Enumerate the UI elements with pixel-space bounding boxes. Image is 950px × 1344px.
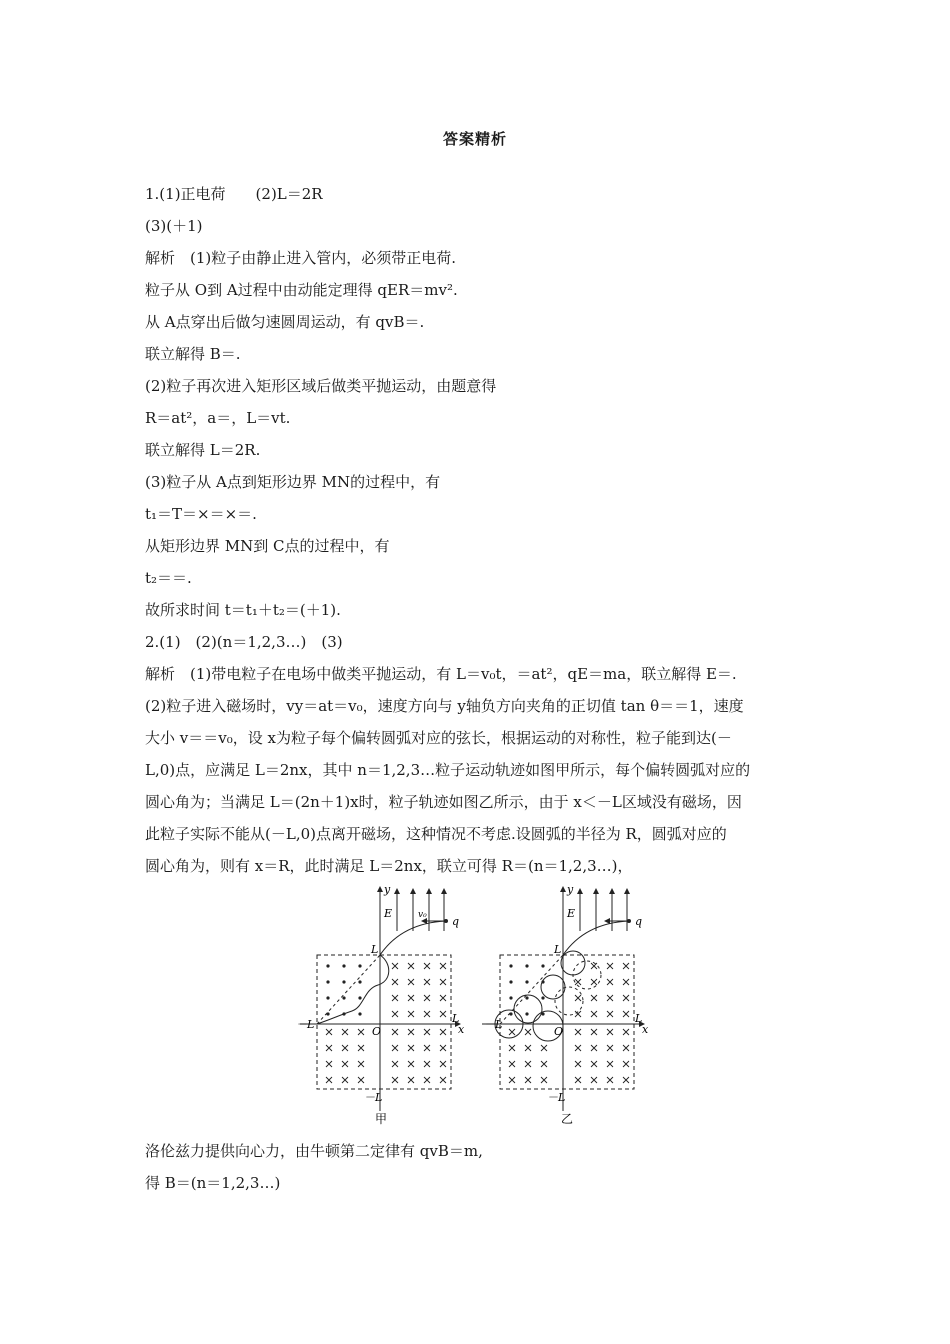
page-title: 答案精析 <box>442 130 507 148</box>
text-line: (3)粒子从 A点到矩形边界 MN的过程中，有 <box>145 473 441 491</box>
text-line: 1.(1)正电荷 (2)L＝2R <box>145 185 323 203</box>
text-line: 圆心角为，则有 x＝R，此时满足 L＝2nx，联立可得 R＝(n＝1,2,3…)， <box>145 857 633 875</box>
diagram-left <box>296 883 465 1126</box>
y-axis-label: y <box>567 883 574 896</box>
charge-q-label: q <box>452 915 460 928</box>
text-line: 联立解得 B＝. <box>145 345 241 363</box>
origin-O-label: O <box>372 1025 382 1038</box>
text-line: 从 A点穿出后做匀速圆周运动，有 qvB＝. <box>145 313 425 331</box>
field-E-label: E <box>567 907 576 920</box>
text-line: t₁＝T＝×＝×＝. <box>145 505 257 523</box>
x-axis-label: x <box>458 1023 465 1036</box>
text-line: 洛伦兹力提供向心力，由牛顿第二定律有 qvB＝m, <box>145 1142 483 1160</box>
x-axis-label: x <box>642 1023 649 1036</box>
field-E-label: E <box>384 907 393 920</box>
text-line: 解析 (1)粒子由静止进入管内，必须带正电荷. <box>145 249 457 267</box>
text-line: 此粒子实际不能从(－L,0)点离开磁场，这种情况不考虑.设圆弧的半径为 R，圆弧对应的 <box>145 825 727 843</box>
text-line: (2)粒子再次进入矩形区域后做类平抛运动，由题意得 <box>145 377 497 395</box>
text-line: (2)粒子进入磁场时，vy＝at＝v₀，速度方向与 y轴负方向夹角的正切值 tan θ＝＝1，速度 <box>145 697 744 715</box>
L-right-label: L <box>635 1012 643 1025</box>
text-line: 故所求时间 t＝t₁＋t₂＝(＋1). <box>145 601 341 619</box>
text-line: R＝at²，a＝，L＝vt. <box>145 409 291 427</box>
text-line: L,0)点，应满足 L＝2nx，其中 n＝1,2,3…粒子运动轨迹如图甲所示，每个偏转圆弧对应的 <box>145 761 751 779</box>
text-line: 联立解得 L＝2R. <box>145 441 261 459</box>
L-right-label: L <box>452 1012 460 1025</box>
text-line: 粒子从 O到 A过程中由动能定理得 qER＝mv². <box>145 281 458 299</box>
text-line: 得 B＝(n＝1,2,3…) <box>145 1174 281 1192</box>
text-line: 2.(1) (2)(n＝1,2,3…) (3) <box>145 633 343 651</box>
right-caption: 乙 <box>561 1112 574 1126</box>
neg-L-bottom-label: －L <box>364 1091 383 1104</box>
text-line: 解析 (1)带电粒子在电场中做类平抛运动，有 L＝v₀t，＝at²，qE＝ma，联立解得 E＝. <box>145 665 737 683</box>
text-line: 圆心角为；当满足 L＝(2n＋1)x时，粒子轨迹如图乙所示，由于 x＜－L区域没有磁场，因 <box>145 793 742 811</box>
origin-O-label: O <box>554 1025 564 1038</box>
neg-L-bottom-label: －L <box>547 1091 566 1104</box>
charge-q-label: q <box>635 915 643 928</box>
y-axis-label: y <box>384 883 391 896</box>
v0-label: v₀ <box>418 910 427 920</box>
diagram-right <box>482 883 649 1126</box>
neg-L-left-label: －L <box>484 1018 503 1031</box>
L-top-label: L <box>554 943 562 956</box>
text-line: 大小 v＝＝v₀，设 x为粒子每个偏转圆弧对应的弦长，根据运动的对称性，粒子能到达(－ <box>145 729 732 747</box>
neg-L-left-label: －L <box>296 1018 315 1031</box>
left-caption: 甲 <box>375 1112 388 1126</box>
text-line: (3)(＋1) <box>145 217 203 235</box>
trajectory-figure <box>292 883 662 1128</box>
text-line: 从矩形边界 MN到 C点的过程中，有 <box>145 537 390 555</box>
figure-svg <box>292 883 662 1128</box>
L-top-label: L <box>371 943 379 956</box>
text-line: t₂＝＝. <box>145 569 192 587</box>
